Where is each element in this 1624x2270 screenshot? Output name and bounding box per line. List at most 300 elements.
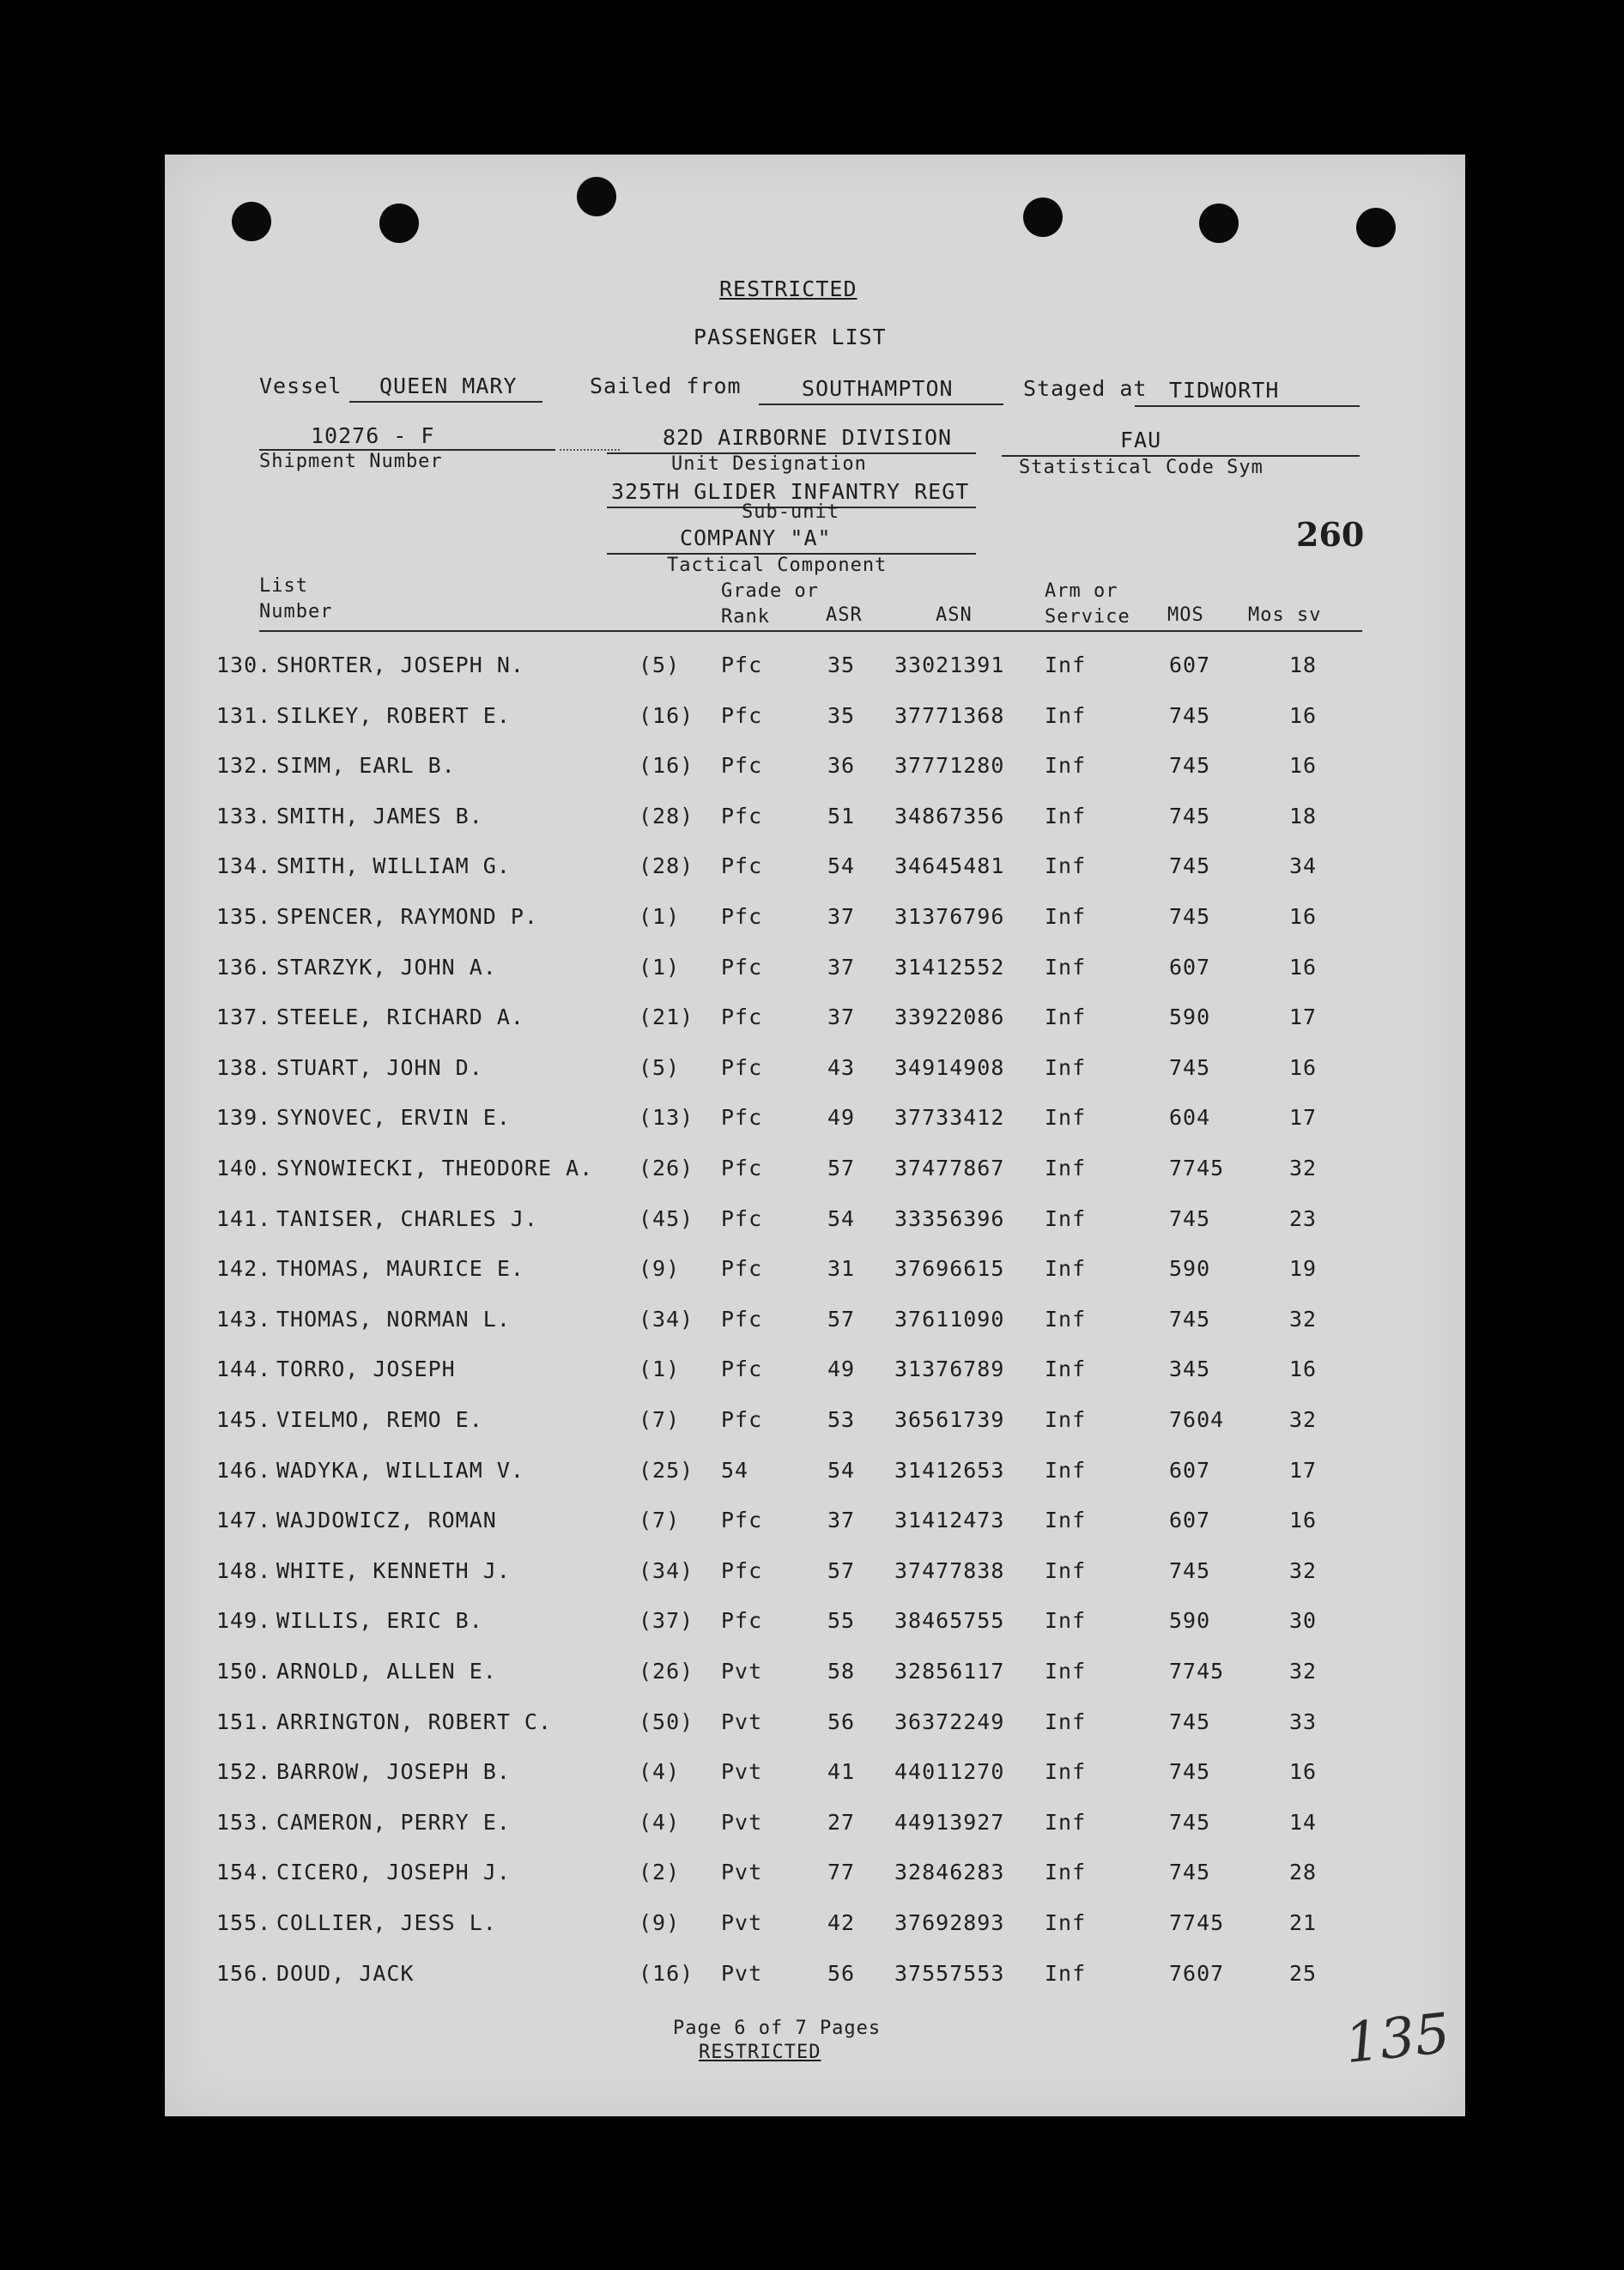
cell-code: (7) — [639, 1508, 681, 1533]
sailed-label: Sailed from — [590, 373, 742, 398]
cell-arm-service: Inf — [1045, 1709, 1087, 1734]
cell-rank: Pvt — [721, 1960, 763, 1986]
cell-code: (9) — [639, 1256, 681, 1282]
cell-passenger-name: DOUD, JACK — [276, 1960, 415, 1986]
table-row — [165, 1659, 1465, 1702]
cell-mos-sv: 25 — [1289, 1960, 1318, 1986]
cell-mos-sv: 28 — [1289, 1860, 1318, 1885]
cell-asn: 31376789 — [894, 1357, 1005, 1382]
table-row — [165, 1055, 1465, 1098]
cell-asn: 33021391 — [894, 652, 1005, 677]
cell-arm-service: Inf — [1045, 1457, 1087, 1483]
cell-list-number: 132. — [216, 753, 272, 779]
cell-code: (13) — [639, 1105, 694, 1131]
cell-mos-sv: 32 — [1289, 1156, 1318, 1181]
cell-asn: 34914908 — [894, 1054, 1005, 1080]
table-row — [165, 1910, 1465, 1953]
table-row — [165, 904, 1465, 947]
cell-asn: 37477867 — [894, 1156, 1005, 1181]
cell-asr: 35 — [827, 702, 856, 728]
col-arm-line1: Arm or — [1045, 580, 1118, 602]
cell-code: (45) — [639, 1205, 694, 1231]
cell-mos-sv: 14 — [1289, 1809, 1318, 1835]
cell-rank: Pvt — [721, 1809, 763, 1835]
table-row — [165, 1759, 1465, 1802]
cell-mos-sv: 21 — [1289, 1910, 1318, 1935]
cell-list-number: 145. — [216, 1407, 272, 1432]
cell-mos-sv: 16 — [1289, 1054, 1318, 1080]
cell-rank: Pvt — [721, 1759, 763, 1785]
cell-passenger-name: SMITH, JAMES B. — [276, 803, 483, 828]
cell-passenger-name: STEELE, RICHARD A. — [276, 1005, 524, 1030]
cell-arm-service: Inf — [1045, 1357, 1087, 1382]
cell-asr: 49 — [827, 1357, 856, 1382]
cell-passenger-name: TORRO, JOSEPH — [276, 1357, 456, 1382]
cell-asr: 36 — [827, 753, 856, 779]
cell-list-number: 135. — [216, 904, 272, 929]
cell-rank: Pfc — [721, 1005, 763, 1030]
table-row — [165, 955, 1465, 998]
cell-asr: 77 — [827, 1860, 856, 1885]
cell-code: (7) — [639, 1407, 681, 1432]
cell-passenger-name: CICERO, JOSEPH J. — [276, 1860, 511, 1885]
cell-asr: 55 — [827, 1608, 856, 1634]
restricted-footer: RESTRICTED — [699, 2042, 821, 2063]
cell-rank: Pfc — [721, 753, 763, 779]
cell-asn: 38465755 — [894, 1608, 1005, 1634]
cell-mos: 7604 — [1169, 1407, 1225, 1432]
cell-arm-service: Inf — [1045, 1407, 1087, 1432]
cell-code: (16) — [639, 1960, 694, 1986]
cell-passenger-name: SHORTER, JOSEPH N. — [276, 652, 524, 677]
table-row — [165, 703, 1465, 746]
subunit-value: 325TH GLIDER INFANTRY REGT — [611, 479, 970, 504]
cell-rank: Pvt — [721, 1659, 763, 1684]
cell-passenger-name: ARNOLD, ALLEN E. — [276, 1659, 497, 1684]
cell-list-number: 150. — [216, 1659, 272, 1684]
cell-list-number: 140. — [216, 1156, 272, 1181]
cell-mos: 7745 — [1169, 1156, 1225, 1181]
sailed-value: SOUTHAMPTON — [802, 376, 954, 401]
vessel-value: QUEEN MARY — [379, 373, 518, 398]
cell-asr: 27 — [827, 1809, 856, 1835]
cell-code: (4) — [639, 1759, 681, 1785]
cell-list-number: 142. — [216, 1256, 272, 1282]
shipment-number-value: 10276 - F — [311, 423, 435, 448]
cell-mos-sv: 32 — [1289, 1557, 1318, 1583]
cell-arm-service: Inf — [1045, 1910, 1087, 1935]
cell-arm-service: Inf — [1045, 1557, 1087, 1583]
cell-mos: 745 — [1169, 1205, 1211, 1231]
cell-arm-service: Inf — [1045, 803, 1087, 828]
cell-list-number: 151. — [216, 1709, 272, 1734]
cell-rank: Pfc — [721, 1156, 763, 1181]
staged-label: Staged at — [1023, 376, 1148, 401]
table-row — [165, 753, 1465, 796]
cell-passenger-name: WHITE, KENNETH J. — [276, 1557, 511, 1583]
cell-mos: 745 — [1169, 904, 1211, 929]
cell-code: (1) — [639, 904, 681, 929]
cell-rank: Pfc — [721, 1054, 763, 1080]
vessel-label: Vessel — [259, 373, 342, 398]
cell-list-number: 155. — [216, 1910, 272, 1935]
cell-rank: Pfc — [721, 1205, 763, 1231]
cell-list-number: 138. — [216, 1054, 272, 1080]
cell-list-number: 152. — [216, 1759, 272, 1785]
page-indicator: Page 6 of 7 Pages — [673, 2018, 882, 2039]
cell-mos-sv: 32 — [1289, 1306, 1318, 1332]
cell-code: (34) — [639, 1557, 694, 1583]
cell-mos-sv: 16 — [1289, 904, 1318, 929]
cell-passenger-name: THOMAS, NORMAN L. — [276, 1306, 511, 1332]
cell-arm-service: Inf — [1045, 1005, 1087, 1030]
table-row — [165, 1005, 1465, 1047]
cell-mos: 607 — [1169, 1457, 1211, 1483]
cell-mos-sv: 16 — [1289, 702, 1318, 728]
cell-mos: 590 — [1169, 1256, 1211, 1282]
table-row — [165, 1961, 1465, 2004]
cell-mos-sv: 18 — [1289, 652, 1318, 677]
cell-asn: 37477838 — [894, 1557, 1005, 1583]
cell-code: (9) — [639, 1910, 681, 1935]
cell-mos-sv: 23 — [1289, 1205, 1318, 1231]
cell-code: (37) — [639, 1608, 694, 1634]
cell-mos: 604 — [1169, 1105, 1211, 1131]
cell-rank: Pvt — [721, 1860, 763, 1885]
cell-passenger-name: WADYKA, WILLIAM V. — [276, 1457, 524, 1483]
cell-rank: Pvt — [721, 1910, 763, 1935]
cell-mos-sv: 16 — [1289, 954, 1318, 980]
table-row — [165, 1256, 1465, 1299]
cell-mos: 745 — [1169, 1306, 1211, 1332]
cell-passenger-name: THOMAS, MAURICE E. — [276, 1256, 524, 1282]
cell-passenger-name: SYNOWIECKI, THEODORE A. — [276, 1156, 594, 1181]
cell-arm-service: Inf — [1045, 1809, 1087, 1835]
cell-passenger-name: BARROW, JOSEPH B. — [276, 1759, 511, 1785]
cell-list-number: 134. — [216, 853, 272, 879]
cell-passenger-name: SILKEY, ROBERT E. — [276, 702, 511, 728]
cell-asn: 32856117 — [894, 1659, 1005, 1684]
cell-list-number: 149. — [216, 1608, 272, 1634]
cell-asn: 32846283 — [894, 1860, 1005, 1885]
table-row — [165, 1407, 1465, 1450]
cell-arm-service: Inf — [1045, 1659, 1087, 1684]
cell-asn: 31412473 — [894, 1508, 1005, 1533]
table-row — [165, 1357, 1465, 1399]
cell-passenger-name: STARZYK, JOHN A. — [276, 954, 497, 980]
cell-code: (26) — [639, 1659, 694, 1684]
cell-list-number: 131. — [216, 702, 272, 728]
cell-rank: Pfc — [721, 1407, 763, 1432]
cell-rank: Pfc — [721, 1608, 763, 1634]
cell-code: (1) — [639, 1357, 681, 1382]
restricted-header: RESTRICTED — [719, 276, 857, 301]
cell-asr: 56 — [827, 1709, 856, 1734]
cell-asr: 54 — [827, 1205, 856, 1231]
cell-list-number: 148. — [216, 1557, 272, 1583]
cell-asn: 36372249 — [894, 1709, 1005, 1734]
cell-rank: Pfc — [721, 853, 763, 879]
cell-rank: Pfc — [721, 1105, 763, 1131]
table-row — [165, 1608, 1465, 1651]
cell-mos-sv: 30 — [1289, 1608, 1318, 1634]
cell-list-number: 156. — [216, 1960, 272, 1986]
statistical-code-value: FAU — [1120, 428, 1162, 452]
table-row — [165, 1810, 1465, 1853]
cell-code: (5) — [639, 652, 681, 677]
cell-passenger-name: SIMM, EARL B. — [276, 753, 456, 779]
cell-asn: 37692893 — [894, 1910, 1005, 1935]
cell-list-number: 147. — [216, 1508, 272, 1533]
cell-asn: 31376796 — [894, 904, 1005, 929]
cell-passenger-name: STUART, JOHN D. — [276, 1054, 483, 1080]
tactical-component-value: COMPANY "A" — [680, 525, 832, 550]
cell-passenger-name: CAMERON, PERRY E. — [276, 1809, 511, 1835]
cell-rank: Pfc — [721, 954, 763, 980]
cell-mos: 745 — [1169, 853, 1211, 879]
cell-arm-service: Inf — [1045, 1508, 1087, 1533]
cell-mos: 745 — [1169, 1860, 1211, 1885]
cell-mos: 590 — [1169, 1005, 1211, 1030]
cell-list-number: 137. — [216, 1005, 272, 1030]
cell-asn: 33356396 — [894, 1205, 1005, 1231]
cell-rank: Pfc — [721, 803, 763, 828]
cell-passenger-name: TANISER, CHARLES J. — [276, 1205, 538, 1231]
cell-list-number: 153. — [216, 1809, 272, 1835]
cell-asr: 42 — [827, 1910, 856, 1935]
page-stamp-number: 260 — [1296, 515, 1365, 554]
cell-asn: 44913927 — [894, 1809, 1005, 1835]
cell-arm-service: Inf — [1045, 652, 1087, 677]
cell-arm-service: Inf — [1045, 904, 1087, 929]
cell-asr: 54 — [827, 1457, 856, 1483]
col-mos-sv: Mos sv — [1248, 604, 1322, 626]
handwritten-page-number: 135 — [1342, 2001, 1453, 2077]
cell-mos-sv: 17 — [1289, 1105, 1318, 1131]
cell-list-number: 146. — [216, 1457, 272, 1483]
table-row — [165, 1156, 1465, 1199]
cell-mos-sv: 16 — [1289, 1759, 1318, 1785]
cell-list-number: 154. — [216, 1860, 272, 1885]
cell-arm-service: Inf — [1045, 753, 1087, 779]
cell-mos: 745 — [1169, 1557, 1211, 1583]
col-arm-line2: Service — [1045, 606, 1130, 628]
cell-rank: Pfc — [721, 702, 763, 728]
cell-code: (28) — [639, 803, 694, 828]
cell-arm-service: Inf — [1045, 1608, 1087, 1634]
cell-mos: 745 — [1169, 803, 1211, 828]
table-row — [165, 1307, 1465, 1350]
col-asn: ASN — [936, 604, 973, 626]
cell-mos-sv: 32 — [1289, 1659, 1318, 1684]
cell-mos-sv: 34 — [1289, 853, 1318, 879]
cell-arm-service: Inf — [1045, 1759, 1087, 1785]
cell-list-number: 141. — [216, 1205, 272, 1231]
cell-arm-service: Inf — [1045, 1256, 1087, 1282]
shipment-number-label: Shipment Number — [259, 451, 443, 472]
table-row — [165, 652, 1465, 695]
cell-asr: 37 — [827, 1005, 856, 1030]
cell-asr: 58 — [827, 1659, 856, 1684]
table-row — [165, 1508, 1465, 1551]
cell-mos-sv: 16 — [1289, 753, 1318, 779]
cell-code: (34) — [639, 1306, 694, 1332]
cell-asn: 44011270 — [894, 1759, 1005, 1785]
cell-list-number: 130. — [216, 652, 272, 677]
cell-mos: 607 — [1169, 1508, 1211, 1533]
table-row — [165, 853, 1465, 896]
cell-list-number: 139. — [216, 1105, 272, 1131]
cell-asr: 57 — [827, 1156, 856, 1181]
cell-asr: 37 — [827, 954, 856, 980]
cell-mos: 590 — [1169, 1608, 1211, 1634]
cell-list-number: 143. — [216, 1306, 272, 1332]
cell-asr: 49 — [827, 1105, 856, 1131]
cell-arm-service: Inf — [1045, 1054, 1087, 1080]
cell-code: (16) — [639, 702, 694, 728]
col-list-line2: Number — [259, 601, 333, 622]
cell-code: (21) — [639, 1005, 694, 1030]
document-page — [165, 155, 1465, 2116]
cell-rank: Pvt — [721, 1709, 763, 1734]
cell-arm-service: Inf — [1045, 1205, 1087, 1231]
cell-mos-sv: 19 — [1289, 1256, 1318, 1282]
table-row — [165, 1105, 1465, 1148]
table-row — [165, 1860, 1465, 1903]
cell-code: (2) — [639, 1860, 681, 1885]
cell-asr: 54 — [827, 853, 856, 879]
cell-asn: 34867356 — [894, 803, 1005, 828]
cell-mos: 345 — [1169, 1357, 1211, 1382]
cell-asr: 41 — [827, 1759, 856, 1785]
col-mos: MOS — [1167, 604, 1204, 626]
cell-asn: 31412552 — [894, 954, 1005, 980]
cell-asn: 37771368 — [894, 702, 1005, 728]
staged-value: TIDWORTH — [1169, 378, 1280, 403]
cell-mos: 7607 — [1169, 1960, 1225, 1986]
cell-asr: 56 — [827, 1960, 856, 1986]
cell-mos-sv: 16 — [1289, 1508, 1318, 1533]
cell-arm-service: Inf — [1045, 1860, 1087, 1885]
cell-mos: 607 — [1169, 954, 1211, 980]
cell-rank: Pfc — [721, 1557, 763, 1583]
cell-mos: 745 — [1169, 1054, 1211, 1080]
cell-asr: 35 — [827, 652, 856, 677]
cell-rank: 54 — [721, 1457, 749, 1483]
table-row — [165, 804, 1465, 847]
subunit-label: Sub-unit — [742, 501, 839, 523]
cell-asr: 57 — [827, 1557, 856, 1583]
cell-asn: 37696615 — [894, 1256, 1005, 1282]
cell-asn: 37611090 — [894, 1306, 1005, 1332]
cell-asn: 33922086 — [894, 1005, 1005, 1030]
cell-asn: 34645481 — [894, 853, 1005, 879]
cell-mos: 607 — [1169, 652, 1211, 677]
cell-asr: 57 — [827, 1306, 856, 1332]
cell-asr: 37 — [827, 904, 856, 929]
document-title: PASSENGER LIST — [694, 325, 887, 349]
col-asr: ASR — [826, 604, 863, 626]
cell-passenger-name: VIELMO, REMO E. — [276, 1407, 483, 1432]
cell-asn: 37771280 — [894, 753, 1005, 779]
passenger-table — [165, 155, 1465, 2116]
cell-passenger-name: WILLIS, ERIC B. — [276, 1608, 483, 1634]
cell-mos-sv: 33 — [1289, 1709, 1318, 1734]
cell-arm-service: Inf — [1045, 1306, 1087, 1332]
cell-rank: Pfc — [721, 1508, 763, 1533]
cell-asn: 37733412 — [894, 1105, 1005, 1131]
cell-asn: 36561739 — [894, 1407, 1005, 1432]
unit-designation-label: Unit Designation — [671, 453, 867, 475]
cell-mos: 7745 — [1169, 1910, 1225, 1935]
cell-arm-service: Inf — [1045, 702, 1087, 728]
cell-mos: 745 — [1169, 1709, 1211, 1734]
cell-asr: 37 — [827, 1508, 856, 1533]
cell-asr: 53 — [827, 1407, 856, 1432]
cell-code: (26) — [639, 1156, 694, 1181]
col-grade-line2: Rank — [721, 606, 770, 628]
cell-asr: 43 — [827, 1054, 856, 1080]
cell-mos: 745 — [1169, 702, 1211, 728]
cell-list-number: 144. — [216, 1357, 272, 1382]
unit-designation-value: 82D AIRBORNE DIVISION — [663, 425, 953, 450]
tactical-component-label: Tactical Component — [667, 555, 888, 576]
cell-arm-service: Inf — [1045, 853, 1087, 879]
cell-list-number: 136. — [216, 954, 272, 980]
cell-passenger-name: ARRINGTON, ROBERT C. — [276, 1709, 553, 1734]
col-grade-line1: Grade or — [721, 580, 819, 602]
cell-asn: 31412653 — [894, 1457, 1005, 1483]
cell-arm-service: Inf — [1045, 954, 1087, 980]
cell-rank: Pfc — [721, 652, 763, 677]
table-row — [165, 1458, 1465, 1501]
cell-list-number: 133. — [216, 803, 272, 828]
cell-code: (28) — [639, 853, 694, 879]
cell-mos-sv: 16 — [1289, 1357, 1318, 1382]
cell-arm-service: Inf — [1045, 1960, 1087, 1986]
cell-code: (1) — [639, 954, 681, 980]
cell-mos: 7745 — [1169, 1659, 1225, 1684]
cell-arm-service: Inf — [1045, 1156, 1087, 1181]
col-list-line1: List — [259, 575, 308, 597]
cell-mos-sv: 17 — [1289, 1005, 1318, 1030]
cell-rank: Pfc — [721, 904, 763, 929]
cell-code: (50) — [639, 1709, 694, 1734]
cell-passenger-name: WAJDOWICZ, ROMAN — [276, 1508, 497, 1533]
cell-code: (16) — [639, 753, 694, 779]
cell-code: (4) — [639, 1809, 681, 1835]
cell-mos-sv: 17 — [1289, 1457, 1318, 1483]
statistical-code-label: Statistical Code Sym — [1019, 457, 1263, 478]
cell-rank: Pfc — [721, 1357, 763, 1382]
cell-passenger-name: SMITH, WILLIAM G. — [276, 853, 511, 879]
cell-mos: 745 — [1169, 1759, 1211, 1785]
cell-rank: Pfc — [721, 1256, 763, 1282]
table-row — [165, 1558, 1465, 1601]
cell-arm-service: Inf — [1045, 1105, 1087, 1131]
cell-rank: Pfc — [721, 1306, 763, 1332]
cell-code: (25) — [639, 1457, 694, 1483]
table-row — [165, 1206, 1465, 1249]
cell-asr: 31 — [827, 1256, 856, 1282]
cell-mos-sv: 18 — [1289, 803, 1318, 828]
cell-asn: 37557553 — [894, 1960, 1005, 1986]
cell-mos: 745 — [1169, 753, 1211, 779]
cell-passenger-name: SPENCER, RAYMOND P. — [276, 904, 538, 929]
cell-mos: 745 — [1169, 1809, 1211, 1835]
cell-mos-sv: 32 — [1289, 1407, 1318, 1432]
cell-asr: 51 — [827, 803, 856, 828]
